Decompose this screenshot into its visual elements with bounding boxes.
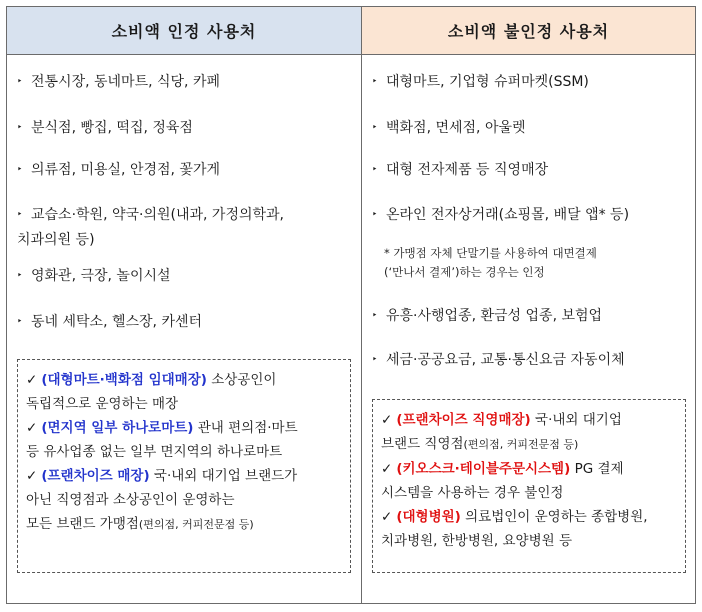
exception-entry-cont: 독립적으로 운영하는 매장 [26,396,179,412]
list-item: ‣ 분식점, 빵집, 떡집, 정육점 [17,117,193,139]
exception-entry: ✓ (프랜차이즈 직영매장) 국·내외 대기업 [381,412,622,428]
exception-entry-cont: 아닌 직영점과 소상공인이 운영하는 [26,492,235,508]
bullet-icon: ‣ [17,210,23,220]
exception-entry-cont: 등 유사업종 없는 일부 면지역의 하나로마트 [26,444,283,460]
bullet-icon: ‣ [372,123,378,133]
exception-entry-cont: 모든 브랜드 가맹점(편의점, 커피전문점 등) [26,516,254,532]
bullet-icon: ‣ [372,311,378,321]
bullet-icon: ‣ [17,165,23,175]
list-item: ‣ 의류점, 미용실, 안경점, 꽃가게 [17,159,220,181]
list-item: ‣ 교습소·학원, 약국·의원(내과, 가정의학과, [17,204,284,226]
bullet-icon: ‣ [372,210,378,220]
exception-entry: ✓ (프랜차이즈 매장) 국·내외 대기업 브랜드가 [26,468,298,484]
check-icon: ✓ [381,461,393,477]
check-icon: ✓ [26,372,38,388]
not-recognized-column [362,7,695,603]
recognized-header: 소비액 인정 사용처 [7,7,361,55]
bullet-icon: ‣ [372,77,378,87]
exception-entry: ✓ (키오스크·테이블주문시스템) PG 결제 [381,461,624,477]
exception-entry-cont: 치과병원, 한방병원, 요양병원 등 [381,533,572,549]
list-item: ‣ 백화점, 면세점, 아울렛 [372,117,526,139]
bullet-icon: ‣ [17,271,23,281]
list-item: ‣ 영화관, 극장, 놀이시설 [17,265,171,287]
check-icon: ✓ [26,468,38,484]
check-icon: ✓ [381,509,393,525]
bullet-icon: ‣ [372,165,378,175]
list-item-continued: 치과의원 등) [17,232,95,248]
list-item: ‣ 온라인 전자상거래(쇼핑몰, 배달 앱* 등) [372,204,629,226]
not-recognized-header: 소비액 불인정 사용처 [362,7,695,55]
exception-entry: ✓ (대형마트·백화점 임대매장) 소상공인이 [26,372,277,388]
list-item: ‣ 대형 전자제품 등 직영매장 [372,159,548,181]
footnote: * 가맹점 자체 단말기를 사용하여 대면결제 (‘만나서 결제’)하는 경우는 인정 [384,246,597,279]
exception-box-recognized [17,359,351,573]
recognized-column [7,7,362,603]
exception-entry: ✓ (면지역 일부 하나로마트) 관내 편의점·마트 [26,420,298,436]
exception-entry-cont: 브랜드 직영점(편의점, 커피전문점 등) [381,436,579,452]
list-item: ‣ 전통시장, 동네마트, 식당, 카페 [17,71,220,93]
comparison-table [6,6,696,604]
exception-entry-cont: 시스템을 사용하는 경우 불인정 [381,485,564,501]
bullet-icon: ‣ [372,355,378,365]
bullet-icon: ‣ [17,123,23,133]
list-item: ‣ 대형마트, 기업형 슈퍼마켓(SSM) [372,71,589,93]
list-item: ‣ 세금·공공요금, 교통·통신요금 자동이체 [372,349,625,371]
exception-entry: ✓ (대형병원) 의료법인이 운영하는 종합병원, [381,509,648,525]
exception-box-not-recognized [372,399,686,573]
list-item: ‣ 유흥·사행업종, 환금성 업종, 보험업 [372,305,602,327]
check-icon: ✓ [26,420,38,436]
bullet-icon: ‣ [17,77,23,87]
list-item: ‣ 동네 세탁소, 헬스장, 카센터 [17,311,202,333]
check-icon: ✓ [381,412,393,428]
bullet-icon: ‣ [17,317,23,327]
